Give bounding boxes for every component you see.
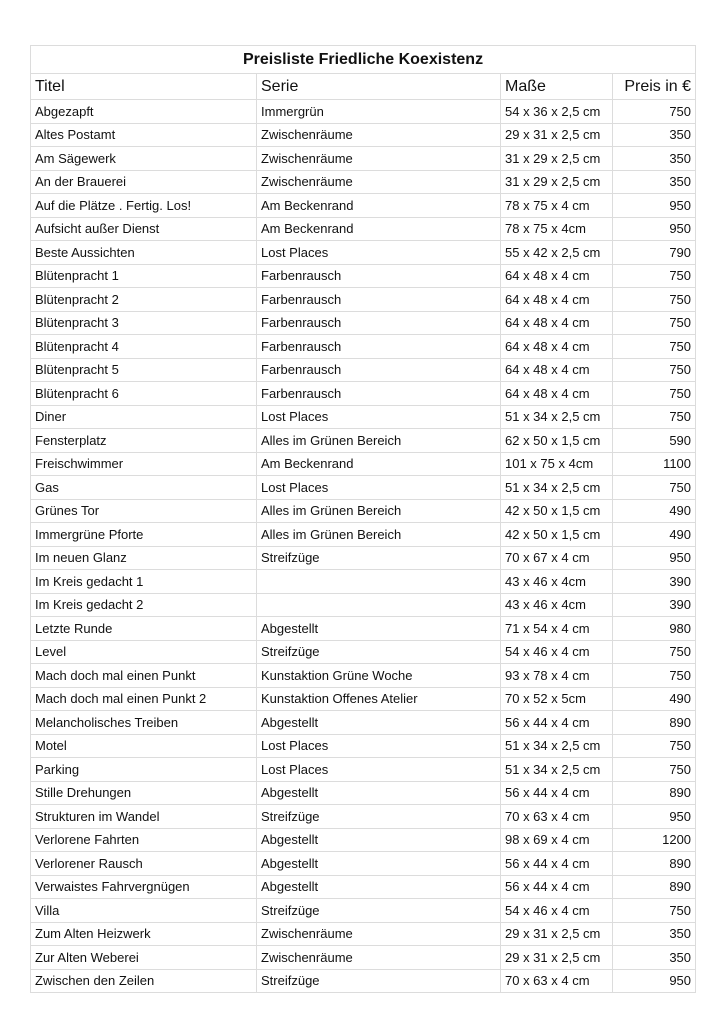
cell-titel: Zur Alten Weberei [31,946,257,970]
cell-titel: Diner [31,405,257,429]
cell-titel: Im Kreis gedacht 1 [31,570,257,594]
cell-serie: Streifzüge [257,546,501,570]
table-row [31,523,696,547]
cell-preis: 950 [613,194,696,218]
table-row [31,288,696,312]
cell-preis: 890 [613,711,696,735]
cell-titel: Im neuen Glanz [31,546,257,570]
cell-titel: Melancholisches Treiben [31,711,257,735]
cell-serie: Zwischenräume [257,123,501,147]
cell-serie: Streifzüge [257,969,501,993]
cell-serie: Farbenrausch [257,335,501,359]
cell-serie: Lost Places [257,758,501,782]
table-row [31,123,696,147]
cell-titel: Verwaistes Fahrvergnügen [31,875,257,899]
cell-preis: 390 [613,570,696,594]
table-row [31,805,696,829]
cell-serie: Farbenrausch [257,311,501,335]
cell-masse: 64 x 48 x 4 cm [501,311,613,335]
cell-serie [257,570,501,594]
cell-preis: 390 [613,593,696,617]
table-body [31,100,696,993]
cell-titel: Immergrüne Pforte [31,523,257,547]
cell-masse: 70 x 67 x 4 cm [501,546,613,570]
cell-masse: 71 x 54 x 4 cm [501,617,613,641]
column-header-serie: Serie [257,74,501,100]
cell-titel: Stille Drehungen [31,781,257,805]
table-row [31,899,696,923]
cell-masse: 64 x 48 x 4 cm [501,264,613,288]
table-row [31,922,696,946]
cell-titel: Blütenpracht 2 [31,288,257,312]
cell-preis: 950 [613,546,696,570]
cell-titel: Beste Aussichten [31,241,257,265]
cell-titel: Auf die Plätze . Fertig. Los! [31,194,257,218]
cell-preis: 750 [613,100,696,124]
table-row [31,358,696,382]
cell-preis: 790 [613,241,696,265]
table-row [31,311,696,335]
table-row [31,147,696,171]
cell-serie: Zwischenräume [257,922,501,946]
cell-masse: 56 x 44 x 4 cm [501,852,613,876]
cell-serie: Abgestellt [257,852,501,876]
table-row [31,593,696,617]
table-row [31,476,696,500]
cell-titel: Altes Postamt [31,123,257,147]
table-row [31,264,696,288]
table-row [31,617,696,641]
cell-preis: 490 [613,523,696,547]
cell-serie: Lost Places [257,734,501,758]
cell-preis: 490 [613,499,696,523]
cell-masse: 78 x 75 x 4cm [501,217,613,241]
cell-serie: Abgestellt [257,875,501,899]
cell-titel: Zum Alten Heizwerk [31,922,257,946]
cell-titel: Motel [31,734,257,758]
cell-preis: 750 [613,288,696,312]
table-row [31,217,696,241]
cell-titel: Mach doch mal einen Punkt 2 [31,687,257,711]
cell-titel: Mach doch mal einen Punkt [31,664,257,688]
cell-masse: 29 x 31 x 2,5 cm [501,922,613,946]
cell-serie: Streifzüge [257,899,501,923]
cell-serie: Zwischenräume [257,946,501,970]
cell-preis: 590 [613,429,696,453]
cell-serie: Abgestellt [257,711,501,735]
cell-titel: Letzte Runde [31,617,257,641]
table-row [31,100,696,124]
cell-serie [257,593,501,617]
cell-masse: 51 x 34 x 2,5 cm [501,476,613,500]
cell-preis: 750 [613,476,696,500]
cell-serie: Streifzüge [257,805,501,829]
table-row [31,781,696,805]
cell-masse: 101 x 75 x 4cm [501,452,613,476]
table-row [31,429,696,453]
cell-serie: Zwischenräume [257,147,501,171]
cell-titel: Gas [31,476,257,500]
cell-masse: 51 x 34 x 2,5 cm [501,758,613,782]
cell-serie: Am Beckenrand [257,217,501,241]
cell-serie: Streifzüge [257,640,501,664]
cell-titel: Verlorene Fahrten [31,828,257,852]
cell-preis: 750 [613,664,696,688]
cell-titel: Im Kreis gedacht 2 [31,593,257,617]
cell-titel: Verlorener Rausch [31,852,257,876]
cell-masse: 51 x 34 x 2,5 cm [501,405,613,429]
table-row [31,758,696,782]
cell-masse: 31 x 29 x 2,5 cm [501,147,613,171]
column-header-preis: Preis in € [613,74,696,100]
cell-preis: 750 [613,734,696,758]
cell-titel: Blütenpracht 5 [31,358,257,382]
cell-masse: 70 x 52 x 5cm [501,687,613,711]
cell-titel: An der Brauerei [31,170,257,194]
table-row [31,570,696,594]
cell-preis: 350 [613,922,696,946]
header-row [31,74,696,100]
cell-masse: 31 x 29 x 2,5 cm [501,170,613,194]
cell-masse: 43 x 46 x 4cm [501,570,613,594]
cell-preis: 750 [613,758,696,782]
cell-preis: 890 [613,875,696,899]
cell-serie: Abgestellt [257,828,501,852]
table-title: Preisliste Friedliche Koexistenz [31,46,696,74]
cell-serie: Immergrün [257,100,501,124]
title-row [31,46,696,74]
cell-preis: 1100 [613,452,696,476]
cell-preis: 750 [613,335,696,359]
cell-preis: 750 [613,264,696,288]
table-row [31,640,696,664]
cell-serie: Abgestellt [257,781,501,805]
table-row [31,711,696,735]
table-row [31,170,696,194]
cell-serie: Farbenrausch [257,264,501,288]
cell-preis: 950 [613,969,696,993]
cell-masse: 64 x 48 x 4 cm [501,382,613,406]
cell-titel: Aufsicht außer Dienst [31,217,257,241]
cell-serie: Am Beckenrand [257,194,501,218]
cell-serie: Lost Places [257,241,501,265]
cell-serie: Farbenrausch [257,358,501,382]
cell-masse: 42 x 50 x 1,5 cm [501,523,613,547]
cell-masse: 42 x 50 x 1,5 cm [501,499,613,523]
table-row [31,687,696,711]
cell-preis: 490 [613,687,696,711]
table-row [31,382,696,406]
cell-preis: 350 [613,123,696,147]
cell-serie: Kunstaktion Offenes Atelier [257,687,501,711]
cell-titel: Level [31,640,257,664]
cell-titel: Blütenpracht 4 [31,335,257,359]
cell-serie: Zwischenräume [257,170,501,194]
cell-preis: 750 [613,311,696,335]
table-row [31,946,696,970]
cell-masse: 29 x 31 x 2,5 cm [501,123,613,147]
cell-titel: Freischwimmer [31,452,257,476]
cell-serie: Lost Places [257,476,501,500]
cell-titel: Blütenpracht 3 [31,311,257,335]
cell-masse: 70 x 63 x 4 cm [501,969,613,993]
table-row [31,852,696,876]
table-row [31,734,696,758]
column-header-masse: Maße [501,74,613,100]
cell-serie: Kunstaktion Grüne Woche [257,664,501,688]
column-header-titel: Titel [31,74,257,100]
cell-masse: 64 x 48 x 4 cm [501,358,613,382]
cell-serie: Alles im Grünen Bereich [257,499,501,523]
cell-preis: 350 [613,170,696,194]
table-row [31,499,696,523]
cell-masse: 43 x 46 x 4cm [501,593,613,617]
cell-masse: 54 x 46 x 4 cm [501,640,613,664]
cell-serie: Am Beckenrand [257,452,501,476]
cell-masse: 54 x 36 x 2,5 cm [501,100,613,124]
cell-masse: 70 x 63 x 4 cm [501,805,613,829]
cell-masse: 56 x 44 x 4 cm [501,875,613,899]
table-row [31,969,696,993]
cell-serie: Alles im Grünen Bereich [257,429,501,453]
cell-serie: Abgestellt [257,617,501,641]
cell-titel: Blütenpracht 6 [31,382,257,406]
cell-preis: 750 [613,899,696,923]
cell-preis: 750 [613,640,696,664]
cell-titel: Parking [31,758,257,782]
cell-preis: 750 [613,358,696,382]
cell-preis: 980 [613,617,696,641]
cell-masse: 51 x 34 x 2,5 cm [501,734,613,758]
cell-preis: 350 [613,946,696,970]
table-row [31,335,696,359]
cell-masse: 62 x 50 x 1,5 cm [501,429,613,453]
cell-titel: Strukturen im Wandel [31,805,257,829]
cell-preis: 750 [613,405,696,429]
cell-titel: Abgezapft [31,100,257,124]
table-row [31,194,696,218]
table-row [31,828,696,852]
cell-serie: Alles im Grünen Bereich [257,523,501,547]
table-row [31,875,696,899]
cell-serie: Farbenrausch [257,382,501,406]
cell-titel: Am Sägewerk [31,147,257,171]
table-row [31,452,696,476]
cell-titel: Fensterplatz [31,429,257,453]
cell-preis: 350 [613,147,696,171]
cell-preis: 950 [613,217,696,241]
table-row [31,241,696,265]
cell-masse: 64 x 48 x 4 cm [501,288,613,312]
price-list-table [30,45,696,993]
cell-preis: 890 [613,781,696,805]
cell-masse: 98 x 69 x 4 cm [501,828,613,852]
cell-masse: 64 x 48 x 4 cm [501,335,613,359]
cell-masse: 54 x 46 x 4 cm [501,899,613,923]
cell-masse: 93 x 78 x 4 cm [501,664,613,688]
table-row [31,546,696,570]
cell-serie: Farbenrausch [257,288,501,312]
cell-preis: 1200 [613,828,696,852]
cell-preis: 950 [613,805,696,829]
cell-titel: Grünes Tor [31,499,257,523]
cell-masse: 78 x 75 x 4 cm [501,194,613,218]
cell-masse: 29 x 31 x 2,5 cm [501,946,613,970]
cell-masse: 56 x 44 x 4 cm [501,781,613,805]
table-row [31,405,696,429]
cell-masse: 56 x 44 x 4 cm [501,711,613,735]
cell-titel: Blütenpracht 1 [31,264,257,288]
cell-preis: 750 [613,382,696,406]
cell-titel: Zwischen den Zeilen [31,969,257,993]
cell-serie: Lost Places [257,405,501,429]
cell-masse: 55 x 42 x 2,5 cm [501,241,613,265]
cell-titel: Villa [31,899,257,923]
table-row [31,664,696,688]
cell-preis: 890 [613,852,696,876]
